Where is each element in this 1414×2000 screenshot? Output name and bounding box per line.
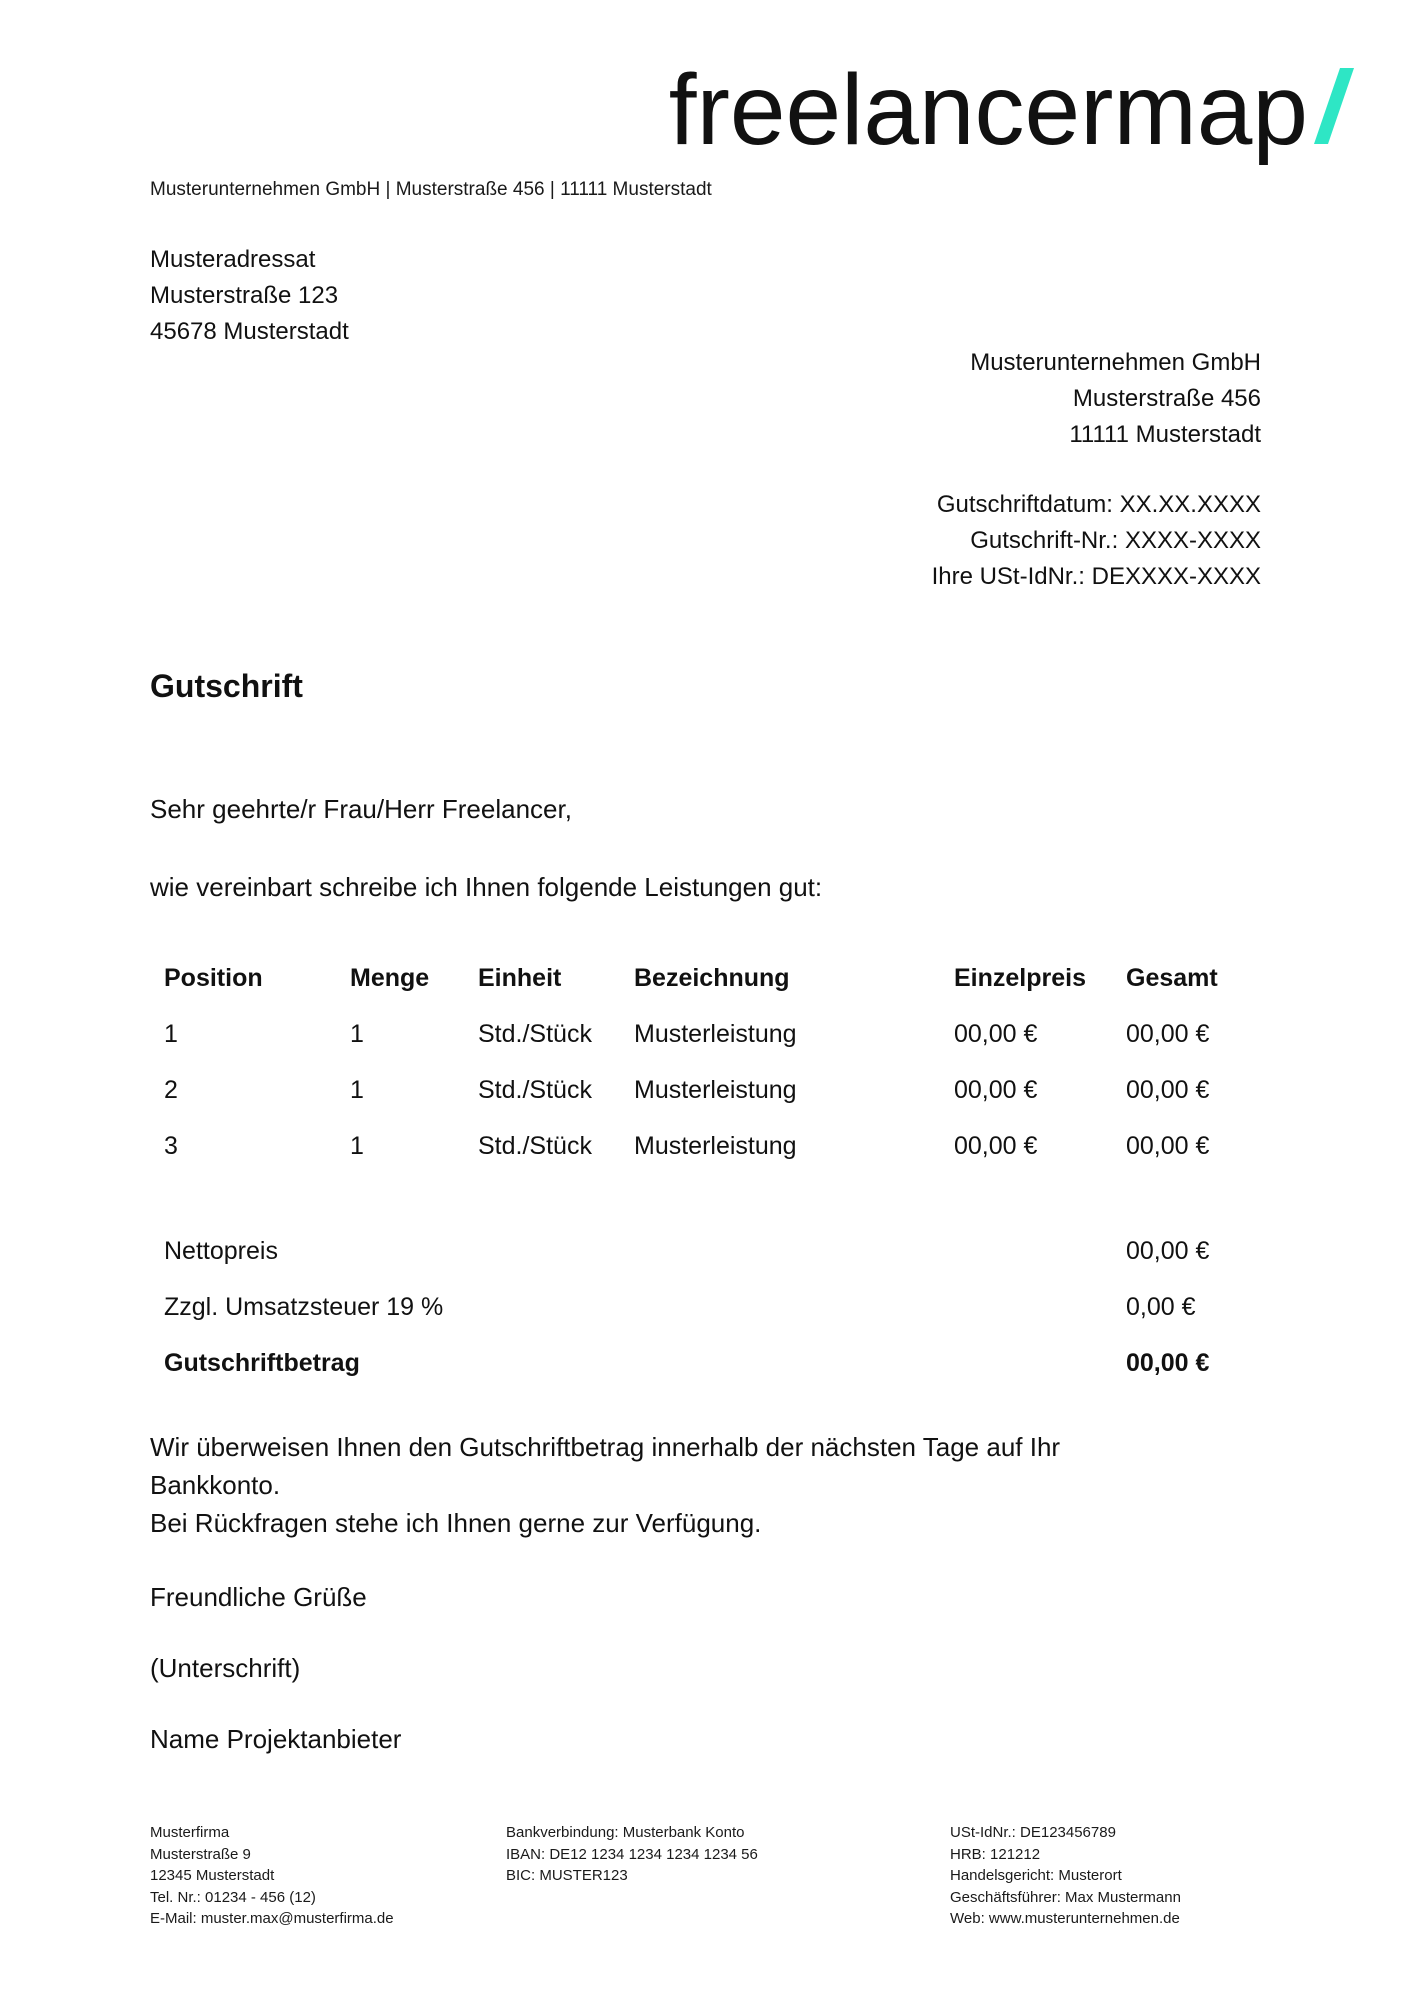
cell-unit-price: 00,00 €	[954, 1132, 1038, 1160]
logo-slash-icon	[1314, 50, 1354, 160]
signature-placeholder: (Unterschrift)	[150, 1653, 301, 1683]
cell-quantity: 1	[350, 1132, 364, 1160]
footer-line: BIC: MUSTER123	[506, 1867, 628, 1884]
closing-greeting: Freundliche Grüße	[150, 1582, 367, 1612]
cell-quantity: 1	[350, 1020, 364, 1048]
header-position: Position	[164, 964, 263, 992]
footer-line: Web: www.musterunternehmen.de	[950, 1910, 1180, 1927]
table-row	[150, 1062, 1250, 1118]
totals-section	[150, 1223, 1250, 1391]
questions-text: Bei Rückfragen stehe ich Ihnen gerne zur Verfügung.	[150, 1508, 762, 1538]
recipient-street: Musterstraße 123	[150, 282, 339, 309]
credit-note-date: Gutschriftdatum: XX.XX.XXXX	[936, 491, 1261, 518]
logo-wordmark: freelancermap	[668, 54, 1308, 166]
cell-unit: Std./Stück	[478, 1020, 592, 1048]
intro-text: wie vereinbart schreibe ich Ihnen folgende Leistungen gut:	[150, 872, 823, 902]
document-title: Gutschrift	[150, 668, 303, 704]
issuer-address	[970, 345, 1261, 453]
net-price-value: 00,00 €	[1126, 1237, 1210, 1265]
salutation: Sehr geehrte/r Frau/Herr Freelancer,	[150, 794, 572, 824]
vat-value: 0,00 €	[1126, 1293, 1196, 1321]
footer-line: Handelsgericht: Musterort	[950, 1867, 1122, 1884]
table-row	[150, 1006, 1250, 1062]
cell-position: 1	[164, 1020, 178, 1048]
footer-bank-info	[506, 1822, 758, 1887]
transfer-notice-line: Bankkonto.	[150, 1470, 281, 1500]
cell-unit: Std./Stück	[478, 1132, 592, 1160]
transfer-notice	[150, 1428, 1060, 1542]
footer-legal-info	[950, 1822, 1181, 1930]
issuer-name: Musterunternehmen GmbH	[970, 349, 1261, 376]
net-price-row	[150, 1223, 1250, 1279]
cell-unit: Std./Stück	[478, 1076, 592, 1104]
recipient-address	[150, 242, 349, 350]
header-unit-price: Einzelpreis	[954, 964, 1086, 992]
footer-line: 12345 Musterstadt	[150, 1867, 275, 1884]
cell-description: Musterleistung	[634, 1020, 797, 1048]
sender-name: Name Projektanbieter	[150, 1724, 402, 1754]
vat-label: Zzgl. Umsatzsteuer 19 %	[164, 1293, 444, 1321]
recipient-city: 45678 Musterstadt	[150, 318, 349, 345]
footer-line: IBAN: DE12 1234 1234 1234 1234 56	[506, 1845, 758, 1863]
credit-note-number: Gutschrift-Nr.: XXXX-XXXX	[970, 527, 1261, 554]
issuer-street: Musterstraße 456	[1072, 385, 1261, 412]
credit-amount-value: 00,00 €	[1126, 1349, 1210, 1377]
footer-line: E-Mail: muster.max@musterfirma.de	[150, 1910, 394, 1927]
header-description: Bezeichnung	[634, 964, 790, 992]
vat-row	[150, 1279, 1250, 1335]
transfer-notice-line: Wir überweisen Ihnen den Gutschriftbetrag innerhalb der nächsten Tage auf Ihr	[150, 1432, 1061, 1462]
footer-company-info	[150, 1822, 394, 1930]
header-total: Gesamt	[1126, 964, 1218, 992]
issuer-city: 11111 Musterstadt	[1069, 421, 1261, 448]
footer-line: Geschäftsführer: Max Mustermann	[950, 1888, 1181, 1906]
freelancermap-logo	[668, 40, 1354, 166]
cell-description: Musterleistung	[634, 1076, 797, 1104]
vat-id: Ihre USt-IdNr.: DEXXXX-XXXX	[931, 563, 1261, 590]
recipient-name: Musteradressat	[150, 246, 316, 273]
footer-line: HRB: 121212	[950, 1845, 1041, 1863]
cell-position: 2	[164, 1076, 178, 1104]
cell-unit-price: 00,00 €	[954, 1020, 1038, 1048]
sender-line: Musterunternehmen GmbH | Musterstraße 456 | 11111 Musterstadt	[150, 179, 712, 200]
credit-amount-label: Gutschriftbetrag	[164, 1349, 360, 1377]
credit-amount-row	[150, 1335, 1250, 1391]
footer-line: Musterfirma	[150, 1824, 230, 1841]
cell-total: 00,00 €	[1126, 1076, 1210, 1104]
header-unit: Einheit	[478, 964, 562, 992]
cell-position: 3	[164, 1132, 178, 1160]
footer-line: USt-IdNr.: DE123456789	[950, 1824, 1116, 1841]
cell-description: Musterleistung	[634, 1132, 797, 1160]
footer-line: Musterstraße 9	[150, 1845, 251, 1863]
table-header-row	[150, 950, 1250, 1006]
table-row	[150, 1118, 1250, 1174]
footer-line: Tel. Nr.: 01234 - 456 (12)	[150, 1888, 316, 1906]
credit-note-meta	[932, 487, 1261, 595]
footer-line: Bankverbindung: Musterbank Konto	[506, 1824, 745, 1841]
cell-unit-price: 00,00 €	[954, 1076, 1038, 1104]
net-price-label: Nettopreis	[164, 1237, 278, 1265]
header-quantity: Menge	[350, 964, 430, 992]
items-table	[150, 950, 1250, 1174]
cell-quantity: 1	[350, 1076, 364, 1104]
cell-total: 00,00 €	[1126, 1020, 1210, 1048]
cell-total: 00,00 €	[1126, 1132, 1210, 1160]
